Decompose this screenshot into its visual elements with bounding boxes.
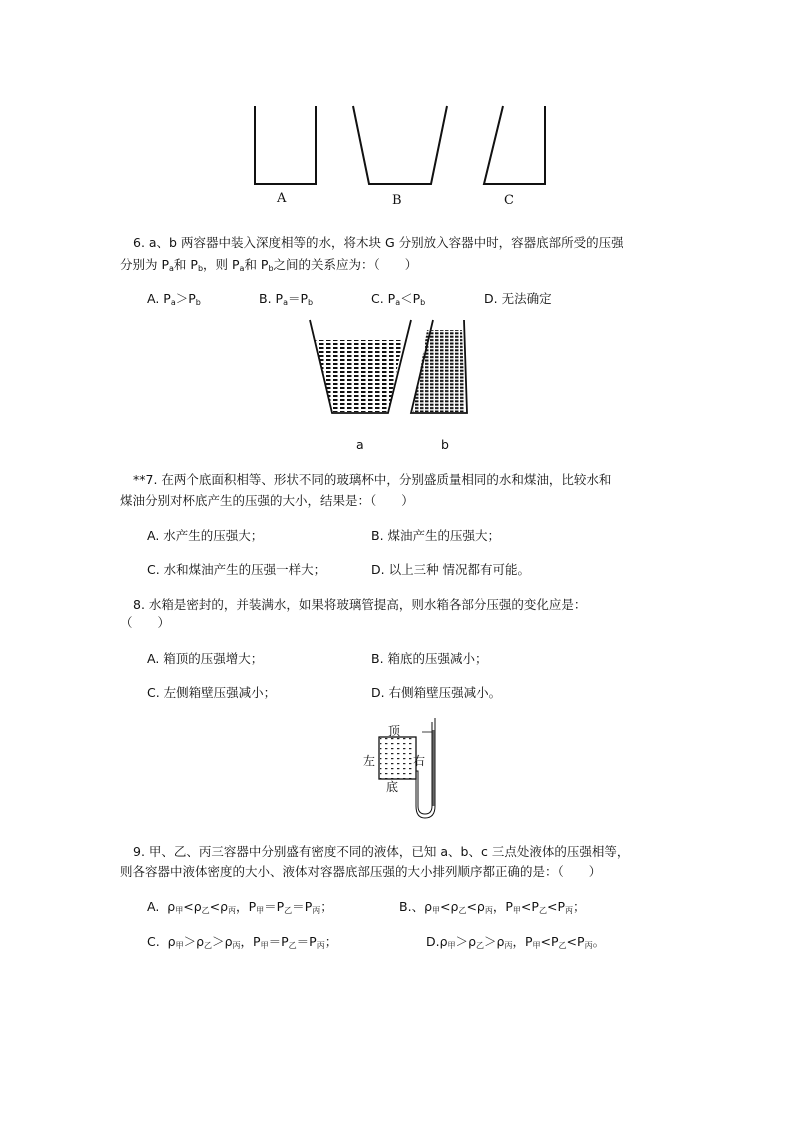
q6-option-a: A. $P_a>P_b$ bbox=[147, 291, 201, 307]
label-B: B bbox=[392, 193, 402, 208]
tank-label-top: 顶 bbox=[388, 724, 401, 738]
containers-ab-water-figure bbox=[305, 318, 485, 418]
q7-option-c: C. 水和煤油产生的压强一样大； bbox=[147, 562, 327, 577]
fig-label-a: a bbox=[356, 437, 364, 452]
q6-line2: 分别为 $P_a$和 $P_b$，则 $P_a$和 $P_b$之间的关系应为：（ ） bbox=[120, 257, 418, 273]
tank-label-left: 左 bbox=[363, 754, 376, 768]
tank-water bbox=[380, 737, 415, 779]
tank-label-right: 右 bbox=[413, 754, 426, 768]
q9-line2: 则各容器中液体密度的大小、液体对容器底部压强的大小排列顺序都正确的是：（ ） bbox=[120, 864, 602, 879]
fig-label-b: b bbox=[441, 437, 449, 452]
q6-option-d: D. 无法确定 bbox=[484, 291, 552, 306]
label-A: A bbox=[277, 191, 287, 206]
q8-option-b: B. 箱底的压强减小； bbox=[371, 651, 488, 666]
q9-option-d: D.ρ甲＞ρ乙＞ρ丙，P甲<P乙<P丙。 bbox=[426, 934, 606, 950]
q8-option-c: C. 左侧箱壁压强减小； bbox=[147, 685, 277, 700]
q9-option-c: C. ρ甲＞ρ乙＞ρ丙，P甲＝P乙＝P丙； bbox=[147, 934, 338, 950]
q6-option-b: B. $P_a=P_b$ bbox=[259, 291, 314, 307]
q7-option-d: D. 以上三种 情况都有可能。 bbox=[371, 562, 531, 577]
container-b-outline bbox=[353, 106, 447, 184]
q7-line2: 煤油分别对杯底产生的压强的大小，结果是：（ ） bbox=[120, 493, 414, 508]
q8-line2: （ ） bbox=[120, 615, 171, 630]
container-c-outline bbox=[484, 106, 545, 184]
u-tube-water bbox=[433, 730, 435, 806]
label-C: C bbox=[504, 193, 514, 208]
q8-line1: 8. 水箱是密封的，并装满水，如果将玻璃管提高，则水箱各部分压强的变化应是： bbox=[133, 597, 587, 612]
q9-option-b: B.、ρ甲<ρ乙<ρ丙，P甲<P乙<P丙； bbox=[399, 899, 586, 915]
q7-option-a: A. 水产生的压强大； bbox=[147, 528, 264, 543]
tank-label-bottom: 底 bbox=[386, 780, 399, 794]
container-a-water bbox=[315, 340, 403, 412]
q7-line1: **7. 在两个底面积相等、形状不同的玻璃杯中，分别盛质量相同的水和煤油，比较水和 bbox=[133, 472, 612, 487]
q9-option-a: A. ρ甲<ρ乙<ρ丙，P甲＝P乙＝P丙； bbox=[147, 899, 333, 915]
container-a-outline bbox=[255, 106, 316, 184]
q6-option-c: C. $P_a<P_b$ bbox=[371, 291, 426, 307]
q8-option-d: D. 右侧箱壁压强减小。 bbox=[371, 685, 502, 700]
q8-option-a: A. 箱顶的压强增大； bbox=[147, 651, 264, 666]
q9-line1: 9. 甲、乙、丙三容器中分别盛有密度不同的液体，已知 a、b、c 三点处液体的压强相等， bbox=[133, 844, 630, 859]
q6-line1: 6. a、b 两容器中装入深度相等的水，将木块 G 分别放入容器中时，容器底部所受的压强 bbox=[133, 235, 624, 250]
q7-option-b: B. 煤油产生的压强大； bbox=[371, 528, 501, 543]
